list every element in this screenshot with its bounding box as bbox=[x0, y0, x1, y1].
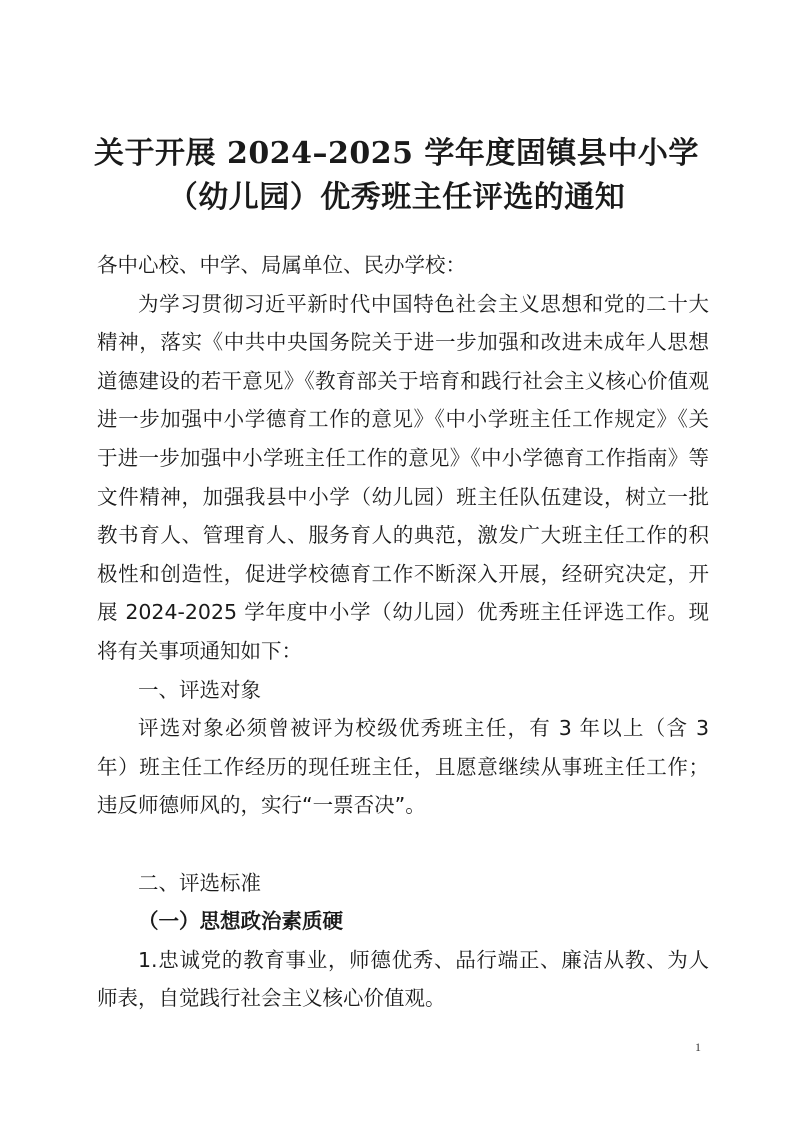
salutation: 各中心校、中学、局属单位、民办学校： bbox=[97, 253, 466, 277]
subsection-heading-1: （一）思想政治素质硬 bbox=[138, 909, 343, 934]
document-body bbox=[97, 246, 709, 1018]
section-heading-1: 一、评选对象 bbox=[138, 677, 261, 702]
page-number: 1 bbox=[695, 1040, 701, 1054]
item-1-paragraph: 1.忠诚党的教育事业，师德优秀、品行端正、廉洁从教、为人师表，自觉践行社会主义核心价值观。 bbox=[97, 947, 709, 1011]
section-1-paragraph: 评选对象必须曾被评为校级优秀班主任，有 3 年以上（含 3 年）班主任工作经历的现任班主任，且愿意继续从事班主任工作；违反师德师风的，实行“一票否决”。 bbox=[97, 716, 709, 818]
section-heading-2: 二、评选标准 bbox=[138, 870, 261, 895]
title-line-1: 关于开展 2024–2025 学年度固镇县中小学 bbox=[94, 136, 699, 171]
paragraph-gap bbox=[97, 825, 709, 864]
title-line-2: （幼儿园）优秀班主任评选的通知 bbox=[167, 180, 626, 215]
intro-paragraph: 为学习贯彻习近平新时代中国特色社会主义思想和党的二十大精神，落实《中共中央国务院关于进一步加强和改进未成年人思想道德建设的若干意见》《教育部关于培育和践行社会主义核心价值观进一步加强中小学德育工作的意见》《中小学班主任工作规定》《关于进一步加强中小学班主任工作的意见》《中小学德育工作指南》等文件精神，加强我县中小学（幼儿园）班主任队伍建设，树立一批教书育人、管理育人、服务育人的典范，激发广大班主任工作的积极性和创造性，促进学校德育工作不断深入开展，经研究决定，开展 2024-2025 学年度中小学（幼儿园）优秀班主任评选工作。现将有关事项通知如下： bbox=[97, 291, 709, 663]
document-title bbox=[0, 132, 793, 220]
